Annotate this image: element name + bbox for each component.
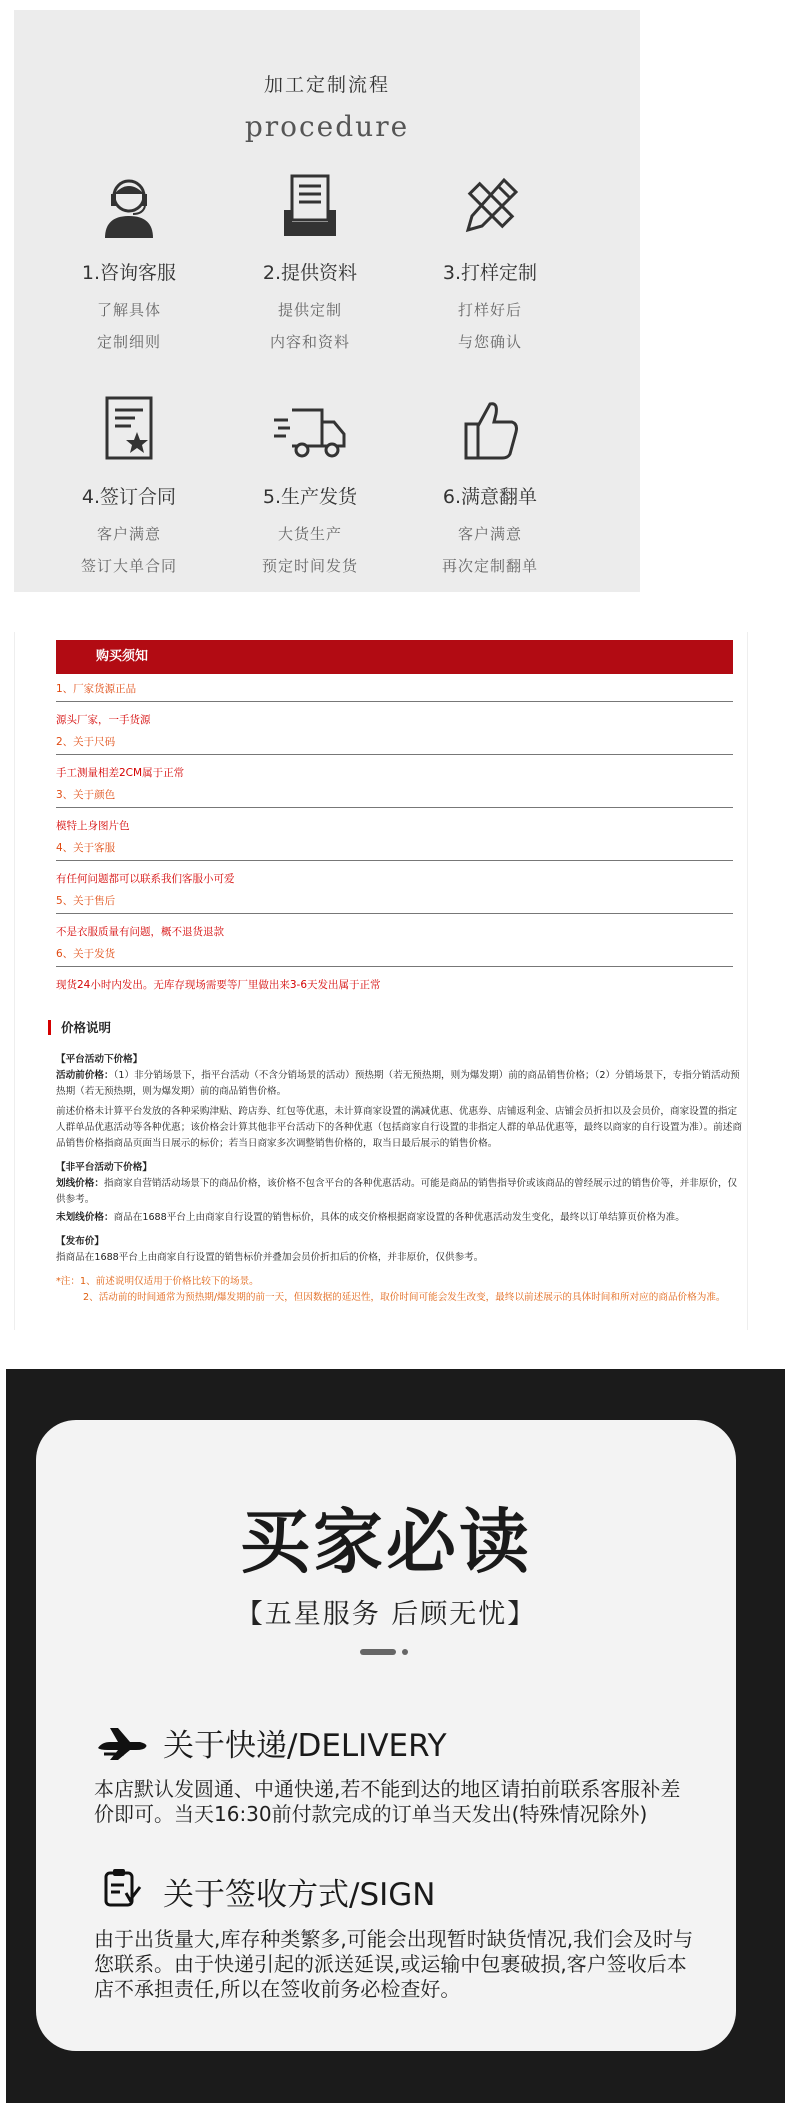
divider	[56, 754, 733, 755]
notice-question: 6、关于发货	[56, 948, 116, 960]
notice-item	[56, 946, 733, 993]
divider	[56, 913, 733, 914]
platform-price-heading: 【平台活动下价格】	[56, 1054, 143, 1065]
delivery-title: 关于快递/DELIVERY	[163, 1728, 447, 1764]
notice-question: 5、关于售后	[56, 895, 116, 907]
notice-item	[56, 787, 733, 834]
step-contract	[39, 396, 219, 576]
step-title: 1.咨询客服	[81, 262, 177, 284]
thumbs-up-icon	[452, 396, 528, 464]
nonplatform-price-heading: 【非平台活动下价格】	[56, 1162, 152, 1173]
step-production	[220, 396, 400, 576]
step-desc: 再次定制翻单	[441, 557, 538, 575]
document-tray-icon	[272, 172, 348, 240]
notice-item	[56, 893, 733, 940]
before-activity-price: 活动前价格：（1）非分销场景下，指平台活动（不含分销场景的活动）预热期（若无预热期，则为爆发期）前的商品销售价格；（2）分销场景下，专指分销活动预热期（若无预热期，则为爆发期）前的商品销售价格。	[56, 1070, 740, 1097]
step-desc: 预定时间发货	[261, 557, 358, 575]
headset-service-icon	[91, 172, 167, 240]
step-reorder	[400, 396, 580, 576]
price-note-1: *注：1、前述说明仅适用于价格比较下的场景。	[56, 1276, 259, 1287]
notice-header-bar	[56, 640, 733, 674]
divider	[56, 966, 733, 967]
step-desc: 提供定制	[277, 301, 342, 319]
receipt-icon	[96, 1867, 150, 1909]
step-desc: 定制细则	[96, 333, 161, 351]
notice-answer: 手工测量相差2CM属于正常	[56, 767, 185, 779]
notice-answer: 现货24小时内发出。无库存现场需要等厂里做出来3-6天发出属于正常	[56, 979, 381, 991]
notice-question: 1、厂家货源正品	[56, 683, 137, 695]
step-desc: 与您确认	[457, 333, 522, 351]
notice-title: 购买须知	[96, 649, 149, 664]
step-desc: 客户满意	[96, 525, 161, 543]
divider	[56, 701, 733, 702]
procedure-subtitle: procedure	[244, 110, 410, 143]
step-sample	[400, 172, 580, 352]
step-desc: 客户满意	[457, 525, 522, 543]
step-title: 2.提供资料	[262, 262, 358, 284]
delivery-truck-icon	[272, 396, 348, 464]
step-desc: 签订大单合同	[80, 557, 177, 575]
purchase-notice-section	[14, 632, 748, 1330]
divider	[56, 807, 733, 808]
step-desc: 内容和资料	[269, 333, 350, 351]
buyer-card	[36, 1420, 736, 2051]
decor-dash	[360, 1649, 396, 1655]
step-consult	[39, 172, 219, 352]
price-section-title: 价格说明	[48, 1020, 111, 1035]
notice-answer: 不是衣服质量有问题，概不退货退款	[56, 926, 224, 938]
notice-answer: 有任何问题都可以联系我们客服小可爱	[56, 873, 235, 885]
notice-item	[56, 840, 733, 887]
sign-title: 关于签收方式/SIGN	[163, 1877, 436, 1913]
pencil-ruler-icon	[452, 172, 528, 240]
unstrike-price: 未划线价格：商品在1688平台上由商家自行设置的销售标价，具体的成交价格根据商家设置的各种优惠活动发生变化，最终以订单结算页价格为准。	[56, 1212, 685, 1223]
price-note-2: 2、活动前的时间通常为预热期/爆发期的前一天，但因数据的延迟性，取价时间可能会发生改变，最终以前述展示的具体时间和所对应的商品价格为准。	[83, 1292, 726, 1303]
procedure-section	[14, 10, 640, 592]
notice-item	[56, 734, 733, 781]
notice-question: 3、关于颜色	[56, 789, 116, 801]
notice-answer: 模特上身图片色	[56, 820, 130, 832]
notice-question: 4、关于客服	[56, 842, 116, 854]
procedure-title: 加工定制流程	[263, 74, 390, 96]
airplane-icon	[96, 1718, 150, 1760]
sign-text: 由于出货量大,库存种类繁多,可能会出现暂时缺货情况,我们会及时与您联系。由于快递引起的派送延误,或运输中包裹破损,客户签收后本店不承担责任,所以在签收前务必检查好。	[94, 1927, 694, 2001]
step-title: 4.签订合同	[81, 486, 177, 508]
strike-price: 划线价格：指商家自营销活动场景下的商品价格，该价格不包含平台的各种优惠活动。可能是商品的销售指导价或该商品的曾经展示过的销售价等，并非原价，仅供参考。	[56, 1178, 738, 1205]
step-materials	[220, 172, 400, 352]
notice-question: 2、关于尺码	[56, 736, 116, 748]
step-desc: 了解具体	[96, 301, 161, 319]
decor-dot	[402, 1649, 408, 1655]
buyer-title: 买家必读	[240, 1501, 532, 1583]
step-desc: 打样好后	[457, 301, 522, 319]
notice-answer: 源头厂家，一手货源	[56, 714, 151, 726]
delivery-text: 本店默认发圆通、中通快递,若不能到达的地区请拍前联系客服补差价即可。当天16:30前付款完成的订单当天发出(特殊情况除外)	[94, 1777, 681, 1826]
notice-item	[56, 681, 733, 728]
step-title: 3.打样定制	[442, 262, 538, 284]
publish-price: 指商品在1688平台上由商家自行设置的销售标价并叠加会员价折扣后的价格，并非原价，仅供参考。	[56, 1252, 484, 1263]
step-desc: 大货生产	[277, 525, 342, 543]
contract-star-icon	[91, 396, 167, 464]
publish-price-heading: 【发布价】	[56, 1236, 104, 1247]
buyer-must-read-section	[6, 1369, 785, 2103]
buyer-subtitle: 【五星服务 后顾无忧】	[235, 1599, 537, 1630]
step-title: 6.满意翻单	[442, 486, 538, 508]
step-title: 5.生产发货	[262, 486, 358, 508]
divider	[56, 860, 733, 861]
before-activity-price-detail: 前述价格未计算平台发放的各种采购津贴、跨店券、红包等优惠，未计算商家设置的满减优惠、优惠券、店铺返利金、店铺会员折扣以及会员价，商家设置的指定人群单品优惠活动等各种优惠；该价格会计算其他非平台活动下的各种优惠（包括商家自行设置的非指定人群的单品优惠等，最终以商家的自行设置为准）。前述商品销售价格指商品页面当日展示的标价；若当日商家多次调整销售价格的，取当日最后展示的销售价格。	[56, 1106, 742, 1149]
